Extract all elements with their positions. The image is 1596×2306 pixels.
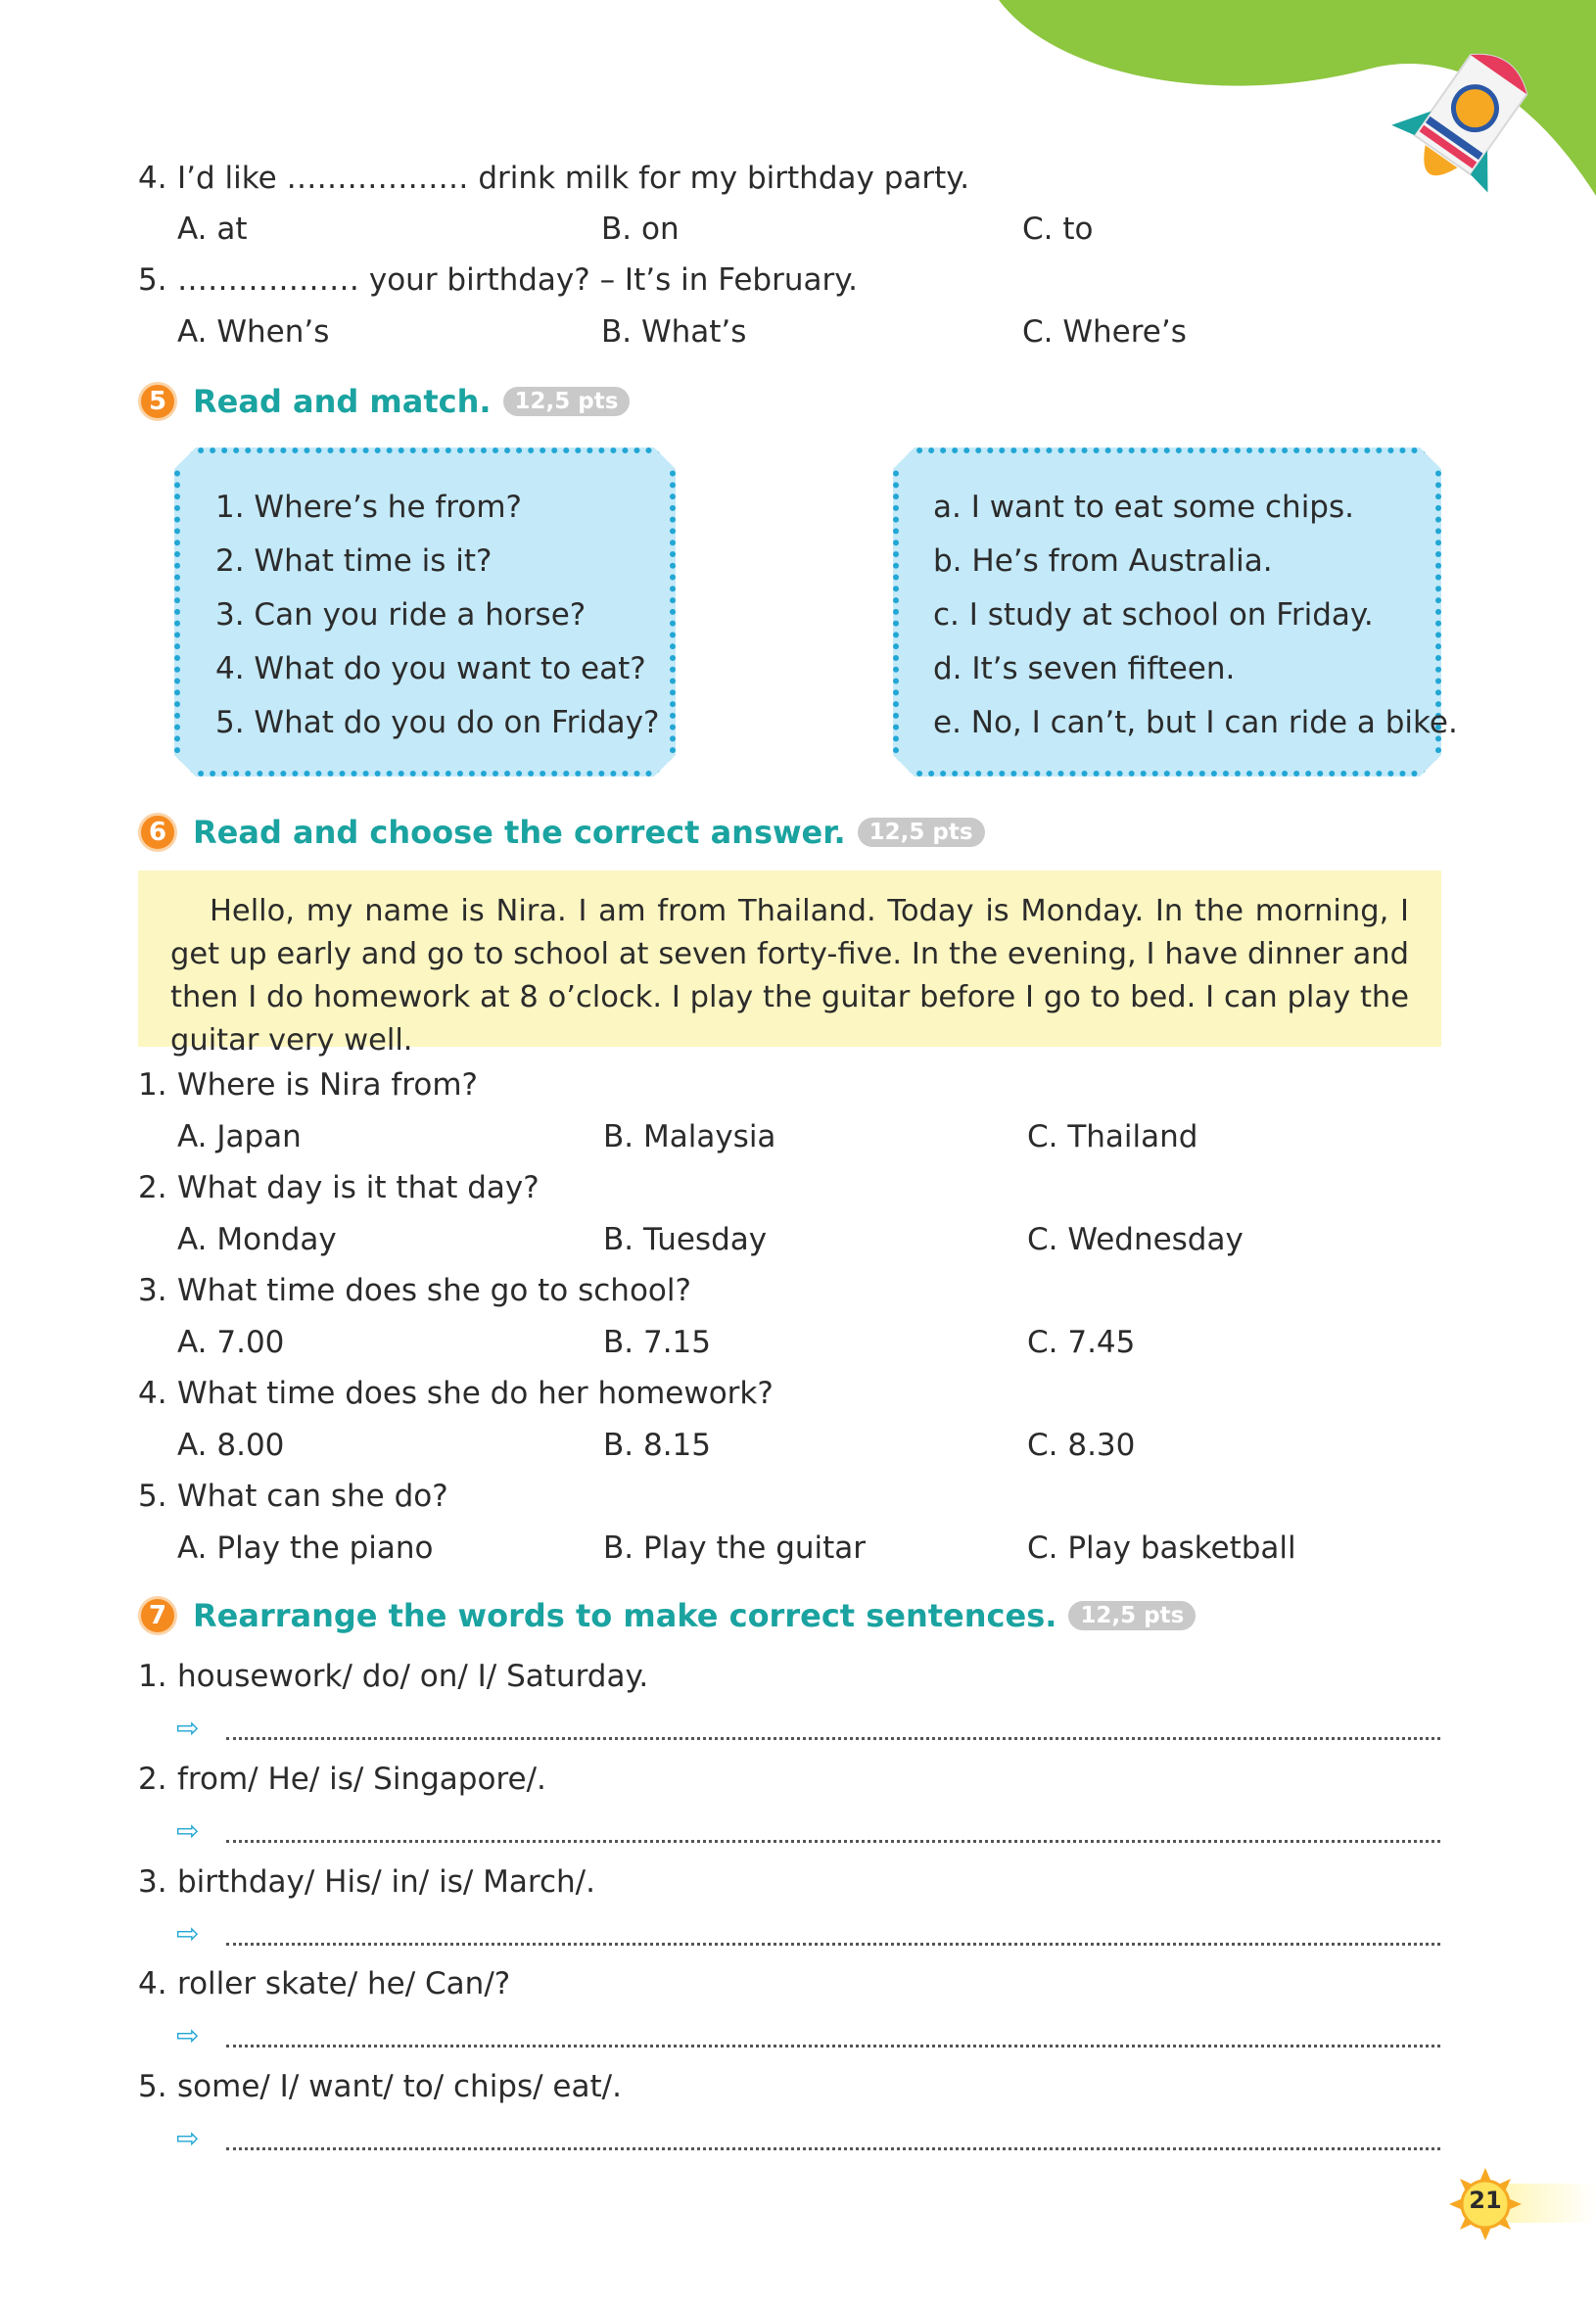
question-number: 3.: [138, 1273, 167, 1308]
arrow-right-icon: ⇨: [176, 2122, 200, 2154]
option-c[interactable]: C. to: [1022, 212, 1094, 247]
item-number: 2.: [138, 1762, 167, 1797]
answer-line[interactable]: [226, 1840, 1440, 1843]
section-number-badge: 7: [138, 1596, 177, 1635]
match-answer[interactable]: d. It’s seven fifteen.: [933, 651, 1236, 686]
scrambled-words: from/ He/ is/ Singapore/.: [177, 1762, 546, 1797]
question-text: Where is Nira from?: [177, 1067, 478, 1103]
match-question[interactable]: 1. Where’s he from?: [215, 490, 522, 525]
section-5-header: [138, 382, 630, 421]
option-c[interactable]: C. 7.45: [1027, 1325, 1136, 1360]
scrambled-words: birthday/ His/ in/ is/ March/.: [177, 1864, 595, 1900]
option-c[interactable]: C. Wednesday: [1027, 1222, 1244, 1257]
section-number-badge: 6: [138, 813, 177, 852]
section-title: Read and match.: [193, 383, 492, 420]
option-a[interactable]: A. Japan: [177, 1119, 302, 1154]
section-title: Read and choose the correct answer.: [193, 814, 846, 851]
match-answer[interactable]: e. No, I can’t, but I can ride a bike.: [933, 705, 1458, 740]
match-answer[interactable]: a. I want to eat some chips.: [933, 490, 1354, 525]
answer-line[interactable]: [226, 1737, 1440, 1740]
option-b[interactable]: B. 8.15: [603, 1428, 711, 1463]
section-6-header: [138, 813, 985, 852]
question-text: What day is it that day?: [177, 1170, 540, 1205]
match-question[interactable]: 3. Can you ride a horse?: [215, 597, 587, 633]
question-number: 2.: [138, 1170, 167, 1205]
match-answer[interactable]: c. I study at school on Friday.: [933, 597, 1374, 633]
scrambled-words: housework/ do/ on/ I/ Saturday.: [177, 1659, 649, 1694]
item-number: 5.: [138, 2069, 167, 2104]
option-b[interactable]: B. Play the guitar: [603, 1530, 867, 1566]
question-text: What time does she go to school?: [177, 1273, 691, 1308]
points-badge: 12,5 pts: [858, 818, 985, 847]
option-b[interactable]: B. 7.15: [603, 1325, 711, 1360]
item-number: 3.: [138, 1864, 167, 1900]
question-text: What time does she do her homework?: [177, 1376, 774, 1411]
page-number: 21: [1469, 2187, 1502, 2214]
match-question[interactable]: 4. What do you want to eat?: [215, 651, 646, 686]
question-number: 5.: [138, 1479, 167, 1514]
answer-line[interactable]: [226, 2045, 1440, 2047]
option-c[interactable]: C. Play basketball: [1027, 1530, 1296, 1566]
answer-line[interactable]: [226, 1943, 1440, 1946]
arrow-right-icon: ⇨: [176, 1917, 200, 1950]
arrow-right-icon: ⇨: [176, 1814, 200, 1847]
question-text: What can she do?: [177, 1479, 448, 1514]
points-badge: 12,5 pts: [1068, 1601, 1196, 1630]
scrambled-words: some/ I/ want/ to/ chips/ eat/.: [177, 2069, 622, 2104]
option-a[interactable]: A. at: [177, 212, 248, 247]
points-badge: 12,5 pts: [503, 387, 631, 416]
match-answer[interactable]: b. He’s from Australia.: [933, 543, 1273, 579]
option-a[interactable]: A. 8.00: [177, 1428, 285, 1463]
question-number: 4.: [138, 1376, 167, 1411]
answer-line[interactable]: [226, 2147, 1440, 2150]
option-c[interactable]: C. Thailand: [1027, 1119, 1198, 1154]
option-b[interactable]: B. What’s: [601, 314, 747, 350]
match-question[interactable]: 2. What time is it?: [215, 543, 493, 579]
option-b[interactable]: B. on: [601, 212, 680, 247]
option-b[interactable]: B. Tuesday: [603, 1222, 768, 1257]
option-c[interactable]: C. 8.30: [1027, 1428, 1136, 1463]
question-text: I’d like ……………… drink milk for my birthday party.: [177, 161, 970, 196]
arrow-right-icon: ⇨: [176, 2019, 200, 2051]
option-a[interactable]: A. Monday: [177, 1222, 337, 1257]
reading-passage: [138, 871, 1441, 1058]
section-7-header: [138, 1596, 1196, 1635]
match-question[interactable]: 5. What do you do on Friday?: [215, 705, 660, 740]
question-number: 5.: [138, 262, 167, 298]
section-title: Rearrange the words to make correct sentences.: [193, 1597, 1057, 1634]
option-a[interactable]: A. When’s: [177, 314, 330, 350]
question-number: 1.: [138, 1067, 167, 1103]
item-number: 4.: [138, 1966, 167, 2001]
section-number-badge: 5: [138, 382, 177, 421]
rocket-icon: [1371, 44, 1557, 206]
arrow-right-icon: ⇨: [176, 1712, 200, 1744]
question-number: 4.: [138, 161, 167, 196]
item-number: 1.: [138, 1659, 167, 1694]
scrambled-words: roller skate/ he/ Can/?: [177, 1966, 511, 2001]
option-a[interactable]: A. Play the piano: [177, 1530, 434, 1566]
option-c[interactable]: C. Where’s: [1022, 314, 1187, 350]
option-b[interactable]: B. Malaysia: [603, 1119, 776, 1154]
passage-text: Hello, my name is Nira. I am from Thailand. Today is Monday. In the morning, I get up early and go to school at seven forty-five. In the evening, I have dinner and then I do homework at 8 o’clock. I play the guitar before I go to bed. I can play the guitar very well.: [170, 894, 1409, 1058]
question-text: ……………… your birthday? – It’s in February.: [177, 262, 859, 298]
option-a[interactable]: A. 7.00: [177, 1325, 285, 1360]
